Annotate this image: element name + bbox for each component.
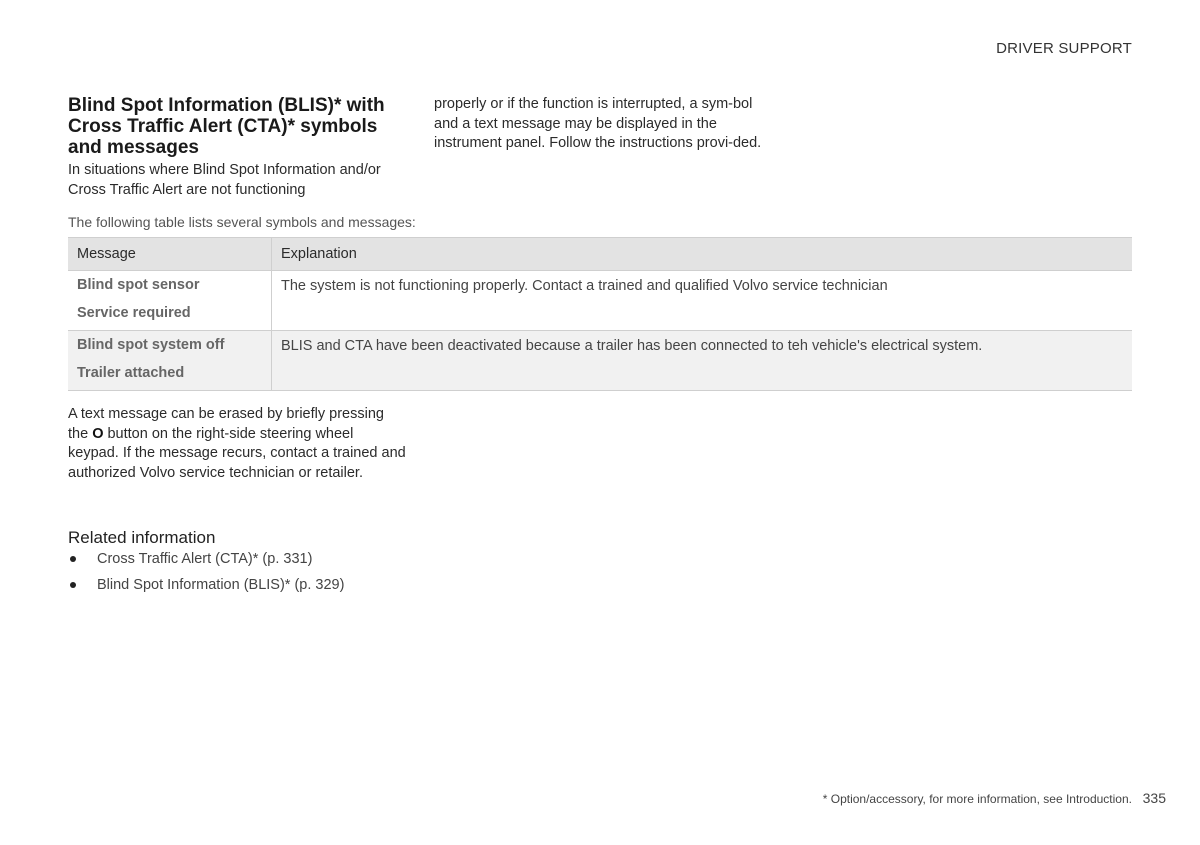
table-intro: The following table lists several symbols and messages: [68,214,416,230]
footnote: * Option/accessory, for more information, see Introduction. [822,792,1132,806]
column-header-explanation: Explanation [272,238,1133,271]
table-row [68,331,1132,391]
note-paragraph [68,405,408,483]
steering-wheel-o-button-symbol: O [92,425,104,442]
related-link-cta[interactable]: Cross Traffic Alert (CTA)* (p. 331) [97,551,313,567]
related-information-list [68,549,344,601]
message-cell [68,271,272,331]
explanation-cell: The system is not functioning properly. Contact a trained and qualified Volvo service technician [272,271,1133,331]
table-row [68,271,1132,331]
related-information-heading: Related information [68,528,216,547]
table-header-row [68,238,1132,271]
message-line-2: Trailer attached [77,365,185,381]
column-header-message: Message [68,238,272,271]
bullet-icon [70,582,76,588]
message-line-1: Blind spot sensor [77,277,200,293]
messages-table [68,237,1132,391]
bullet-icon [70,556,76,562]
message-line-1: Blind spot system off [77,337,225,353]
message-line-2: Service required [77,305,191,321]
intro-paragraph-part1: In situations where Blind Spot Information and/or Cross Traffic Alert are not functioning [68,162,381,198]
note-text-after: button on the right-side steering wheel keypad. If the message recurs, contact a trained and authorized Volvo service technician or retailer. [68,425,406,481]
related-link-blis[interactable]: Blind Spot Information (BLIS)* (p. 329) [97,577,345,593]
note-text-before: A text message can be erased by briefly pressing the [68,406,384,442]
intro-paragraph-part2: properly or if the function is interrupted, a sym-bol and a text message may be displayed in the instrument panel. Follow the instructions provi-ded. [434,96,762,151]
section-header: DRIVER SUPPORT [996,40,1132,57]
explanation-cell: BLIS and CTA have been deactivated because a trailer has been connected to teh vehicle's electrical system. [272,331,1133,391]
page-number: 335 [1142,790,1166,806]
page-title: Blind Spot Information (BLIS)* with Cross Traffic Alert (CTA)* symbols and messages [68,95,385,158]
list-item[interactable] [68,575,344,601]
message-cell [68,331,272,391]
list-item[interactable] [68,549,344,575]
